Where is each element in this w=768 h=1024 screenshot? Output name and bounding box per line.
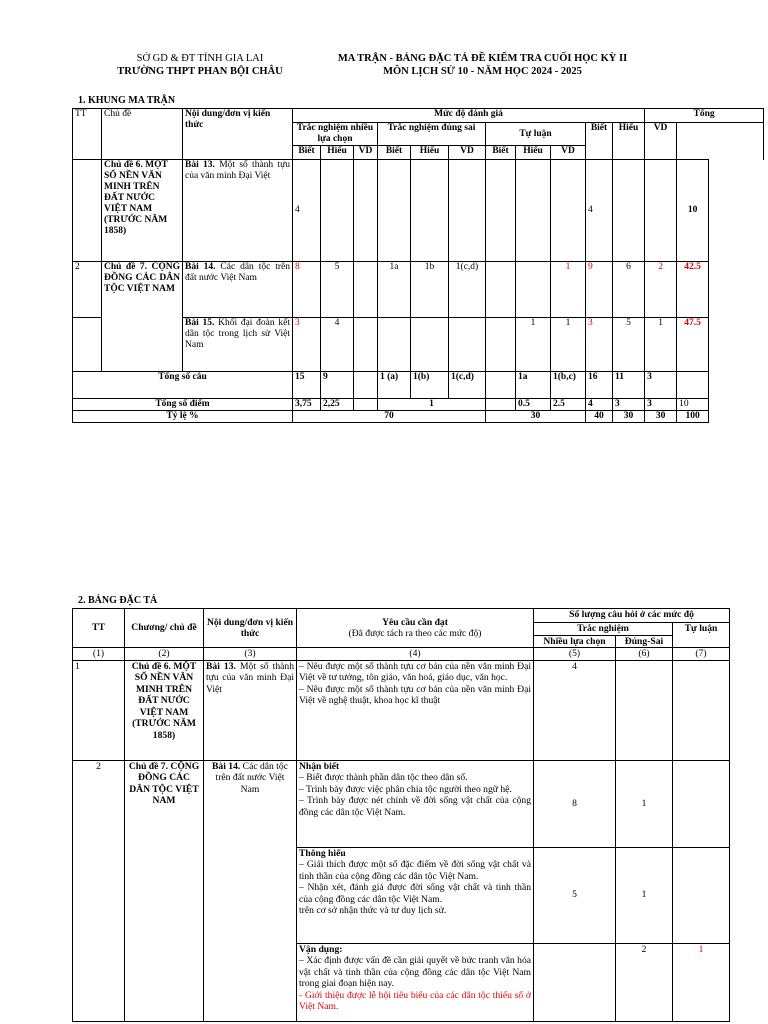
row-noi-dung	[183, 318, 293, 372]
spec-tt: 2	[73, 760, 125, 1021]
requirement-item: – Xác định được vấn đề cần giải quyết về bức tranh văn hóa vật chất và tinh thần của cộng đồng các dân tộc Việt Nam trong giai đoạn hiện nay.	[299, 955, 531, 989]
col-number: (6)	[616, 648, 673, 661]
lesson-text: Các dân tộc trên đất nước Việt Nam	[185, 262, 290, 283]
requirement-item: – Trình bày được việc phân chia tộc người theo ngữ hệ.	[299, 783, 512, 795]
lesson-text: Một số thành tựu của văn minh Đại Việt	[206, 660, 294, 695]
total-points-label: Tổng số điểm	[73, 399, 293, 411]
cell-tl-vd: 1	[551, 318, 586, 372]
level-title: Vận dụng:	[299, 943, 343, 955]
requirement-item: trên cơ sở nhận thức và tư duy lịch sử.	[299, 905, 447, 916]
cell-ds-hieu: 1b	[411, 262, 449, 318]
lesson-label: Bài 14.	[185, 262, 216, 272]
header-noi-dung: Nội dung/đơn vị kiến thức	[183, 109, 293, 160]
spec-tl: 1	[673, 943, 730, 1021]
percentage-total: 100	[677, 411, 709, 423]
cell-tong-hieu: 6	[613, 262, 645, 318]
spec-header-yeu-cau	[297, 609, 534, 648]
table-row	[73, 760, 730, 847]
section1-title: 1. KHUNG MA TRẬN	[78, 95, 176, 106]
cell-ds-biet: 1a	[378, 262, 411, 318]
spec-header-chuong: Chương/ chủ đề	[125, 609, 204, 648]
percentage-tu-luan: 30	[486, 411, 586, 423]
cell-tong-biet: 4	[586, 160, 613, 262]
col-number: (2)	[125, 648, 204, 661]
header-hieu: Hiểu	[516, 146, 551, 160]
col-number: (5)	[534, 648, 616, 661]
spec-ds: 1	[616, 847, 673, 943]
row-tt	[73, 160, 102, 262]
spec-header-dung-sai: Đúng-Sai	[616, 635, 673, 648]
spec-tt: 1	[73, 660, 125, 760]
requirement-item: – Giải thích được một số đặc điểm về đời sống vật chất và tinh thần của cộng đồng các dân tộc Việt Nam.	[299, 859, 531, 882]
header-tong: Tổng	[645, 109, 764, 123]
cell-ty-le: 47.5	[677, 318, 709, 372]
header-tu-luan: Tự luận	[486, 123, 586, 146]
cell-tong-biet: 9	[586, 262, 613, 318]
total-nl-biet: 15	[293, 372, 321, 399]
points-tong-hieu: 3	[613, 399, 645, 411]
header-biet: Biết	[293, 146, 321, 160]
header-tong-vd: VD	[645, 123, 677, 160]
document-title: MA TRẬN - BẢNG ĐẶC TẢ ĐỀ KIỂM TRA CUỐI HỌC KỲ II	[337, 53, 628, 64]
spec-header-so-luong: Số lượng câu hỏi ở các mức độ	[534, 609, 730, 623]
spec-noi-dung	[204, 660, 297, 760]
lesson-text: Một số thành tựu của văn minh Đại Việt	[185, 160, 290, 181]
points-ds: 1	[378, 399, 486, 411]
total-tong-hieu: 11	[613, 372, 645, 399]
cell-nl-biet: 8	[293, 262, 321, 318]
spec-nlc: 4	[534, 660, 616, 760]
header-vd: VD	[551, 146, 586, 160]
row-tt: 2	[73, 262, 102, 318]
row-noi-dung	[183, 160, 293, 262]
points-tong-biet: 4	[586, 399, 613, 411]
spec-noi-dung	[204, 760, 297, 1021]
cell-tong-hieu: 5	[613, 318, 645, 372]
col-number: (3)	[204, 648, 297, 661]
header-vd: VD	[354, 146, 378, 160]
header-vd: VD	[449, 146, 486, 160]
requirement-item: – Biết được thành phần dân tộc theo dân số.	[299, 772, 468, 783]
percentage-label: Tỷ lệ %	[73, 411, 293, 423]
points-nl-biet: 3,75	[293, 399, 321, 411]
header-tong-biet: Biết	[586, 123, 613, 160]
row-noi-dung	[183, 262, 293, 318]
points-tong-vd: 3	[645, 399, 677, 411]
spec-yeu-cau	[297, 660, 534, 760]
percentage-vd: 30	[645, 411, 677, 423]
row-chu-de: Chủ đề 7. CỘNG ĐỒNG CÁC DÂN TỘC VIỆT NAM	[102, 262, 183, 372]
total-points-row	[73, 399, 764, 411]
points-tl-hieu: 0.5	[516, 399, 551, 411]
lesson-text: Các dân tộc trên đất nước Việt Nam	[215, 760, 288, 795]
cell-tong-vd: 2	[645, 262, 677, 318]
spec-header-yeu-cau-sub: (Đã được tách ra theo các mức độ)	[348, 628, 482, 639]
document-title-block	[315, 52, 650, 78]
school-header	[100, 52, 300, 78]
header-tn-dungsai: Trắc nghiệm đúng sai	[378, 123, 486, 146]
header-chu-de: Chủ đề	[102, 109, 183, 160]
level-title: Thông hiểu	[299, 847, 346, 859]
cell-ds-vd: 1(c,d)	[449, 262, 486, 318]
total-tong-vd: 3	[645, 372, 677, 399]
header-biet: Biết	[486, 146, 516, 160]
col-number: (4)	[297, 648, 534, 661]
section2-title: 2. BẢNG ĐẶC TẢ	[78, 595, 158, 606]
cell-tl-vd: 1	[551, 262, 586, 318]
header-hieu: Hiểu	[411, 146, 449, 160]
requirement-item: – Nhận xét, đánh giá được đời sống vật chất và tinh thần của cộng đồng các dân tộc Việt Nam.	[299, 882, 531, 905]
document-subtitle: MÔN LỊCH SỬ 10 - NĂM HỌC 2024 - 2025	[383, 66, 582, 77]
table-row	[73, 160, 764, 262]
spec-nlc: 8	[534, 760, 616, 847]
header-hieu: Hiểu	[321, 146, 354, 160]
points-nl-hieu: 2,25	[321, 399, 354, 411]
cell-nl-biet: 3	[293, 318, 321, 372]
column-number-row	[73, 648, 730, 661]
cell-nl-biet: 4	[293, 160, 321, 262]
percentage-biet: 40	[586, 411, 613, 423]
cell-nl-hieu: 5	[321, 262, 354, 318]
percentage-hieu: 30	[613, 411, 645, 423]
total-questions-row	[73, 372, 764, 399]
spec-header-nhieu-lua-chon: Nhiều lựa chọn	[534, 635, 616, 648]
total-nl-hieu: 9	[321, 372, 354, 399]
cell-tl-hieu: 1	[516, 318, 551, 372]
spec-van-dung	[297, 943, 534, 1021]
spec-ds: 1	[616, 760, 673, 847]
percentage-trac-nghiem: 70	[293, 411, 486, 423]
spec-ds: 2	[616, 943, 673, 1021]
total-tl-vd: 1(b,c)	[551, 372, 586, 399]
specification-table	[72, 608, 730, 1022]
spec-header-trac-nghiem: Trắc nghiệm	[534, 623, 673, 636]
spec-nlc: 5	[534, 847, 616, 943]
points-tl-vd: 2.5	[551, 399, 586, 411]
requirement-item: – Trình bày được nét chính về đời sống vật chất của cộng đồng các dân tộc Việt Nam.	[299, 795, 531, 818]
total-ds-biet: 1 (a)	[378, 372, 411, 399]
lesson-label: Bài 13.	[206, 660, 236, 672]
table-row	[73, 262, 764, 318]
spec-nhan-biet	[297, 760, 534, 847]
requirement-item: – Nêu được một số thành tựu cơ bản của nền văn minh Đại Việt về tư tưởng, tôn giáo, văn hoá, giáo dục, văn học.	[299, 660, 531, 683]
col-number: (1)	[73, 648, 125, 661]
total-ds-vd: 1(c,d)	[449, 372, 486, 399]
school-name: TRƯỜNG THPT PHAN BỘI CHÂU	[117, 66, 283, 77]
total-tl-hieu: 1a	[516, 372, 551, 399]
table-row	[73, 660, 730, 760]
spec-header-yeu-cau-title: Yêu cầu cần đạt	[382, 616, 448, 628]
requirement-item: – Nêu được một số thành tựu cơ bản của nền văn minh Đại Việt về nghệ thuật, khoa học kĩ thuật	[299, 683, 531, 706]
cell-tong-vd: 1	[645, 318, 677, 372]
level-title: Nhận biết	[299, 760, 340, 772]
spec-chuong: Chủ đề 6. MỘT SỐ NỀN VĂN MINH TRÊN ĐẤT NƯỚC VIỆT NAM (TRƯỚC NĂM 1858)	[125, 660, 204, 760]
lesson-label: Bài 14.	[212, 760, 241, 772]
lesson-text: Khối đại đoàn kết dân tộc trong lịch sử Việt Nam	[185, 318, 290, 350]
header-tt: TT	[73, 109, 102, 160]
total-ds-hieu: 1(b)	[411, 372, 449, 399]
header-tong-hieu: Hiểu	[613, 123, 645, 160]
cell-ty-le: 10	[677, 160, 709, 262]
col-number: (7)	[673, 648, 730, 661]
cell-ty-le: 42.5	[677, 262, 709, 318]
total-tong-biet: 16	[586, 372, 613, 399]
row-chu-de: Chủ đề 6. MỘT SỐ NỀN VĂN MINH TRÊN ĐẤT NƯỚC VIỆT NAM (TRƯỚC NĂM 1858)	[102, 160, 183, 262]
percentage-row	[73, 411, 764, 423]
points-ty-le: 10	[677, 399, 709, 411]
lesson-label: Bài 15.	[185, 318, 215, 328]
cell-tong-biet: 3	[586, 318, 613, 372]
spec-chuong: Chủ đề 7. CỘNG ĐỒNG CÁC DÂN TỘC VIỆT NAM	[125, 760, 204, 1021]
spec-header-tu-luan: Tự luận	[673, 623, 730, 648]
matrix-table	[72, 108, 764, 423]
lesson-label: Bài 13.	[185, 160, 215, 170]
spec-header-tt: TT	[73, 609, 125, 648]
total-questions-label: Tổng số câu	[73, 372, 293, 399]
requirement-item: - Giới thiệu được lễ hội tiêu biểu của các dân tộc thiểu số ở Việt Nam.	[299, 989, 531, 1012]
header-tn-nhieu: Trắc nghiệm nhiều lựa chọn	[293, 123, 378, 146]
header-biet: Biết	[378, 146, 411, 160]
cell-nl-hieu: 4	[321, 318, 354, 372]
spec-header-noi-dung: Nội dung/đơn vị kiến thức	[204, 609, 297, 648]
department-name: SỞ GD & ĐT TỈNH GIA LAI	[136, 53, 264, 64]
header-muc-do: Mức độ đánh giá	[293, 109, 645, 123]
spec-thong-hieu	[297, 847, 534, 943]
